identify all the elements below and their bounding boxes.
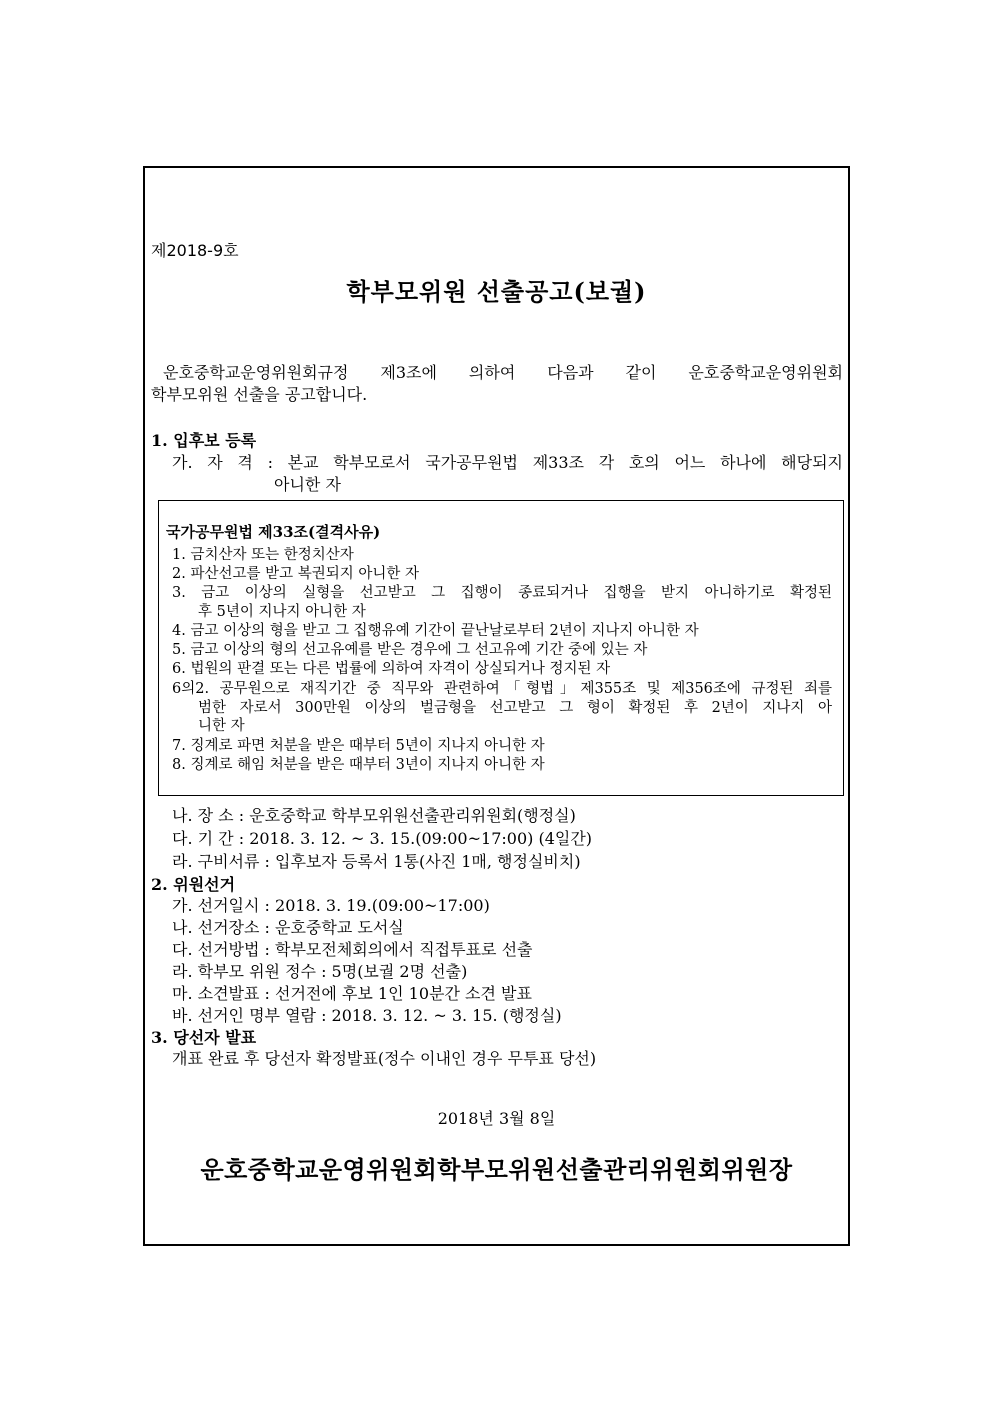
box-item: 6의2. 공무원으로 재직기간 중 직무와 관련하여「형법」제355조 및 제356조에 규정된 죄를	[172, 681, 832, 697]
box-item: 4. 금고 이상의 형을 받고 그 집행유예 기간이 끝난날로부터 2년이 지나지 아니한 자	[172, 623, 699, 639]
election-item: 가. 선거일시 : 2018. 3. 19.(09:00~17:00)	[172, 896, 490, 915]
box-item: 3. 금고 이상의 실형을 선고받고 그 집행이 종료되거나 집행을 받지 아니하기로 확정된	[172, 585, 832, 601]
announcement-line: 개표 완료 후 당선자 확정발표(정수 이내인 경우 무투표 당선)	[172, 1049, 597, 1068]
election-item: 다. 선거방법 : 학부모전체회의에서 직접투표로 선출	[172, 940, 533, 959]
period-line: 다. 기 간 : 2018. 3. 12. ~ 3. 15.(09:00~17:00) (4일간)	[172, 829, 593, 848]
section-2-heading: 2. 위원선거	[151, 875, 236, 894]
disqualification-box-title: 국가공무원법 제33조(결격사유)	[166, 523, 381, 541]
place-line: 나. 장 소 : 운호중학교 학부모위원선출관리위원회(행정실)	[172, 806, 576, 825]
section-1-heading: 1. 입후보 등록	[151, 431, 257, 450]
box-item: 5. 금고 이상의 형의 선고유예를 받은 경우에 그 선고유예 기간 중에 있는 자	[172, 642, 648, 658]
qualification-line-2: 아니한 자	[274, 475, 341, 494]
box-item: 2. 파산선고를 받고 복권되지 아니한 자	[172, 566, 419, 582]
intro-line-1: 운호중학교운영위원회규정 제3조에 의하여 다음과 같이 운호중학교운영위원회	[163, 363, 843, 382]
intro-line-2: 학부모위원 선출을 공고합니다.	[151, 385, 368, 404]
intro-paragraph	[151, 362, 843, 406]
qualification-item	[172, 452, 843, 496]
box-item: 8. 징계로 해임 처분을 받은 때부터 3년이 지나지 아니한 자	[172, 757, 545, 773]
page-title: 학부모위원 선출공고(보궐)	[346, 277, 647, 306]
election-item: 마. 소견발표 : 선거전에 후보 1인 10분간 소견 발표	[172, 984, 532, 1003]
box-item: 6. 법원의 판결 또는 다른 법률에 의하여 자격이 상실되거나 정지된 자	[172, 661, 611, 677]
section-3-heading: 3. 당선자 발표	[151, 1028, 257, 1047]
box-item: 후 5년이 지나지 아니한 자	[198, 604, 366, 620]
election-item: 나. 선거장소 : 운호중학교 도서실	[172, 918, 404, 937]
qualification-line-1: 가. 자 격 : 본교 학부모로서 국가공무원법 제33조 각 호의 어느 하나에 해당되지	[172, 453, 843, 472]
box-item: 1. 금치산자 또는 한정치산자	[172, 547, 354, 563]
signer-title: 운호중학교운영위원회학부모위원선출관리위원회위원장	[200, 1155, 793, 1184]
documents-line: 라. 구비서류 : 입후보자 등록서 1통(사진 1매, 행정실비치)	[172, 852, 581, 871]
document-number: 제2018-9호	[151, 241, 239, 260]
notice-date: 2018년 3월 8일	[437, 1109, 556, 1128]
box-item: 범한 자로서 300만원 이상의 벌금형을 선고받고 그 형이 확정된 후 2년이 지나지 아	[198, 700, 832, 716]
box-item: 7. 징계로 파면 처분을 받은 때부터 5년이 지나지 아니한 자	[172, 738, 545, 754]
election-item: 라. 학부모 위원 정수 : 5명(보궐 2명 선출)	[172, 962, 468, 981]
election-item: 바. 선거인 명부 열람 : 2018. 3. 12. ~ 3. 15. (행정실)	[172, 1006, 562, 1025]
box-item: 니한 자	[198, 718, 245, 734]
